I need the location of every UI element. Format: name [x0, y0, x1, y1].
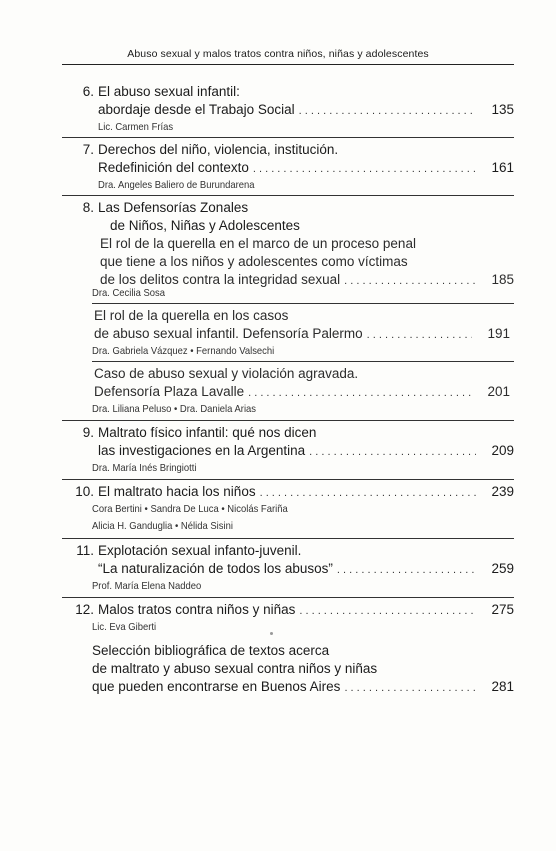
running-header: Abuso sexual y malos tratos contra niños, niñas y adolescentes: [127, 48, 429, 60]
entry-title-line: Defensoría Plaza Lavalle: [94, 384, 245, 399]
entry-title-line: Derechos del niño, violencia, institución.: [98, 142, 339, 157]
entry-title-line: El abuso sexual infantil:: [98, 84, 240, 99]
entry-author: Cora Bertini • Sandra De Luca • Nicolás Fariña: [92, 503, 288, 515]
entry-number: 10.: [75, 484, 94, 499]
entry-title-line: “La naturalización de todos los abusos”: [98, 561, 333, 576]
entry-number: 11.: [76, 543, 94, 558]
entry-title-line: abordaje desde el Trabajo Social: [98, 102, 295, 117]
entry-author: Lic. Carmen Frías: [98, 121, 174, 133]
entry-title-line: de los delitos contra la integridad sexual: [100, 272, 341, 287]
entry-title-line: de Niños, Niñas y Adolescentes: [110, 218, 300, 233]
entry-number: 6.: [82, 84, 94, 99]
toc-entry-6[interactable]: [98, 83, 514, 120]
leader-dots: [367, 326, 472, 344]
entry-separator: [62, 597, 514, 598]
page-number: 185: [491, 272, 514, 287]
entry-author: Dra. Liliana Peluso • Dra. Daniela Arias: [92, 403, 257, 415]
leader-dots: [248, 384, 472, 402]
toc-entry-12[interactable]: [98, 601, 514, 620]
entry-title-line: Redefinición del contexto: [98, 160, 249, 175]
leader-dots: [309, 443, 476, 461]
entry-title-line: El rol de la querella en los casos: [94, 308, 289, 323]
entry-separator: [92, 303, 514, 304]
entry-separator: [62, 195, 514, 196]
entry-title-line: Maltrato físico infantil: qué nos dicen: [98, 425, 317, 440]
entry-author: Alicia H. Ganduglia • Nélida Sisini: [92, 520, 233, 532]
toc-entry-bibliography[interactable]: [92, 642, 514, 697]
page-number: 135: [491, 102, 514, 117]
entry-author: Prof. María Elena Naddeo: [92, 580, 202, 592]
page-number: 209: [491, 443, 514, 458]
entry-separator: [92, 361, 514, 362]
paper-speck: [270, 632, 273, 635]
toc-entry-7[interactable]: [98, 141, 514, 178]
entry-title-line: Caso de abuso sexual y violación agravada.: [94, 366, 359, 381]
entry-title-line: que pueden encontrarse en Buenos Aires: [92, 679, 341, 694]
leader-dots: [260, 484, 476, 502]
header-rule: [62, 64, 514, 65]
entry-title-line: Las Defensorías Zonales: [98, 200, 249, 215]
entry-author: Dra. Cecilia Sosa: [92, 287, 166, 299]
leader-dots: [299, 102, 476, 120]
entry-number: 9.: [82, 425, 94, 440]
entry-title-line: Malos tratos contra niños y niñas: [98, 602, 296, 617]
page-number: 201: [487, 384, 510, 399]
leader-dots: [344, 272, 476, 290]
page-number: 161: [491, 160, 514, 175]
toc-subentry-palermo[interactable]: [94, 307, 510, 344]
toc-subentry-lavalle[interactable]: [94, 365, 510, 402]
entry-author: Lic. Eva Giberti: [92, 621, 157, 633]
entry-author: Dra. Gabriela Vázquez • Fernando Valsechi: [92, 345, 275, 357]
entry-author: Dra. María Inés Bringiotti: [92, 462, 197, 474]
page-number: 259: [491, 561, 514, 576]
page-number: 239: [491, 484, 514, 499]
entry-number: 7.: [82, 142, 94, 157]
toc-entry-10[interactable]: [98, 483, 514, 502]
entry-title-line: de abuso sexual infantil. Defensoría Palermo: [94, 326, 363, 341]
toc-entry-9[interactable]: [98, 424, 514, 461]
entry-separator: [62, 420, 514, 421]
page-number: 191: [487, 326, 510, 341]
entry-title-line: de maltrato y abuso sexual contra niños y niñas: [92, 661, 378, 676]
entry-title-line: El maltrato hacia los niños: [98, 484, 256, 499]
page-number: 281: [491, 679, 514, 694]
toc-subentry-querella[interactable]: [98, 235, 514, 290]
leader-dots: [299, 602, 476, 620]
entry-title-line: las investigaciones en la Argentina: [98, 443, 306, 458]
toc-entry-8[interactable]: [98, 199, 514, 235]
entry-separator: [62, 538, 514, 539]
entry-author: Dra. Angeles Baliero de Burundarena: [98, 179, 255, 191]
entry-title-line: Selección bibliográfica de textos acerca: [92, 643, 330, 658]
page-number: 275: [491, 602, 514, 617]
entry-separator: [62, 137, 514, 138]
leader-dots: [253, 160, 476, 178]
leader-dots: [344, 679, 476, 697]
leader-dots: [337, 561, 476, 579]
entry-title-line: El rol de la querella en el marco de un proceso penal: [100, 236, 416, 251]
entry-number: 12.: [75, 602, 94, 617]
entry-title-line: Explotación sexual infanto-juvenil.: [98, 543, 302, 558]
toc-entry-11[interactable]: [98, 542, 514, 579]
entry-title-line: que tiene a los niños y adolescentes como víctimas: [100, 254, 408, 269]
entry-separator: [62, 479, 514, 480]
entry-number: 8.: [82, 200, 94, 215]
